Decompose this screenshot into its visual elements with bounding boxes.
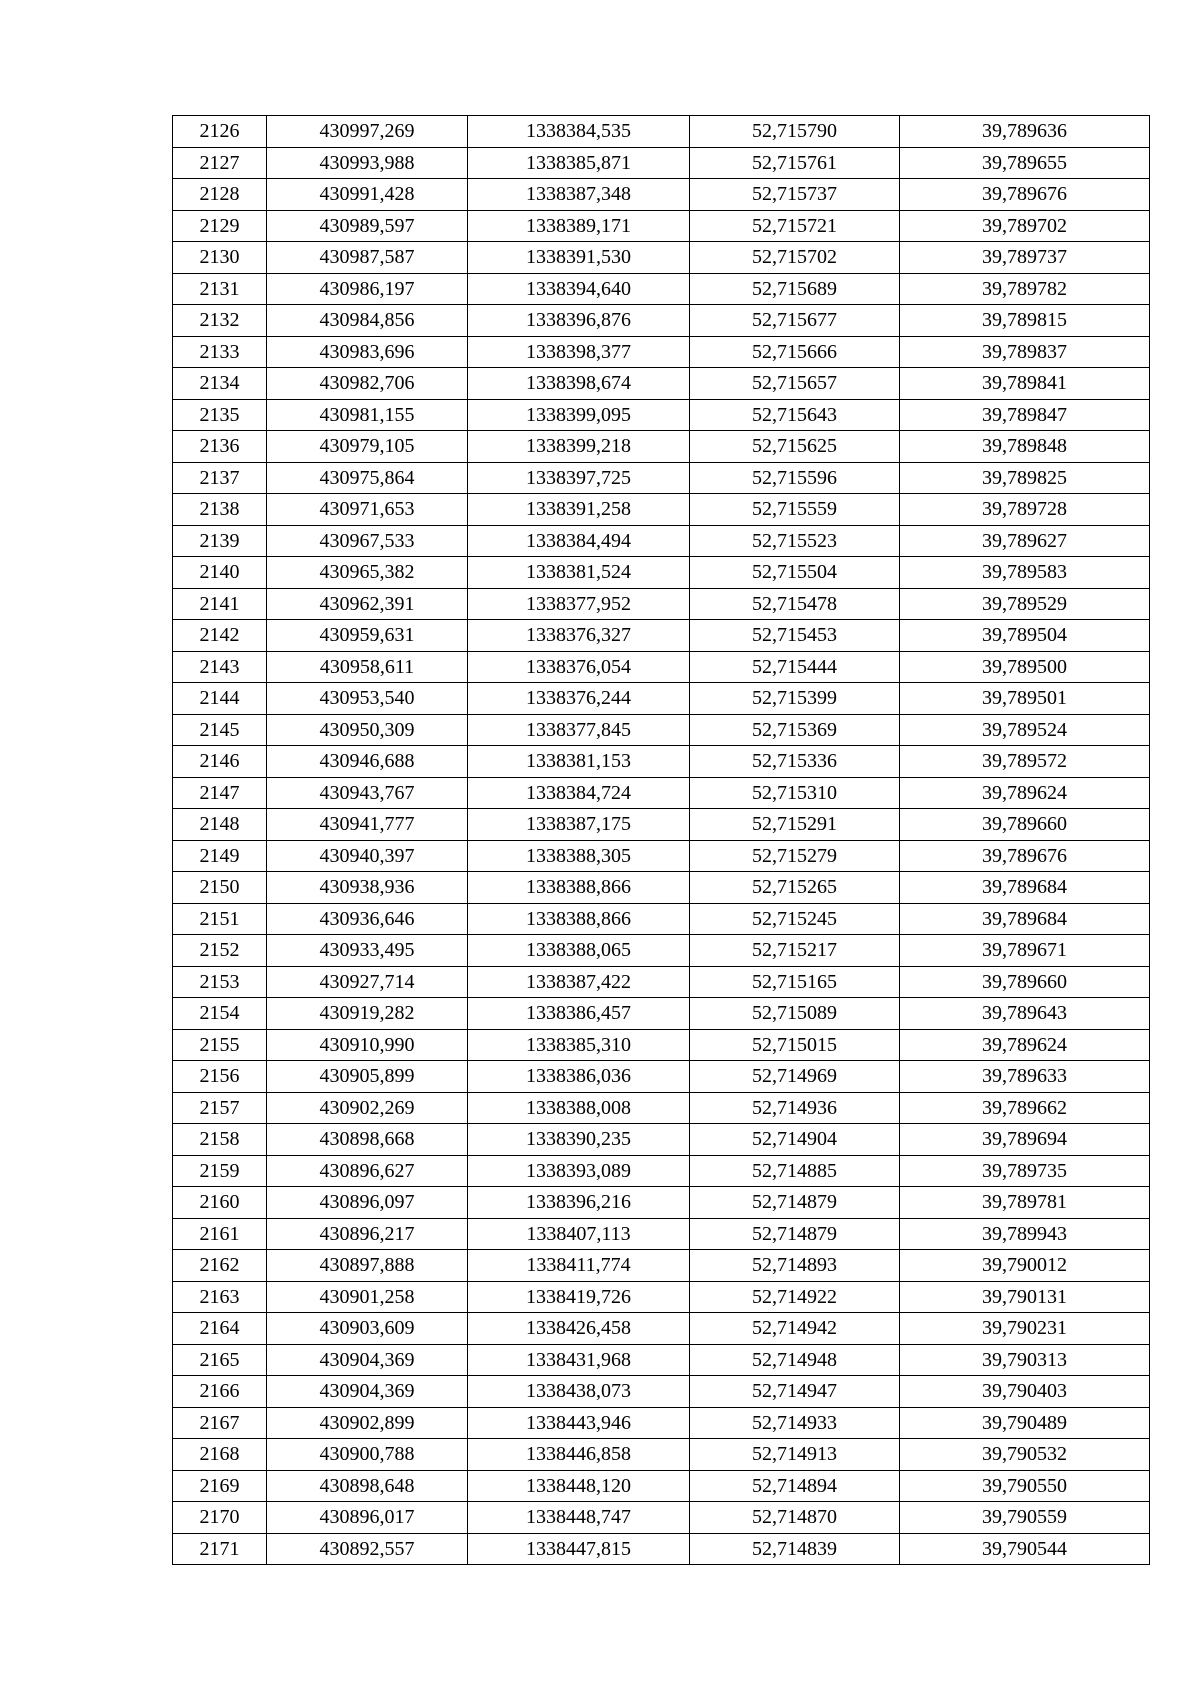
x-coordinate-cell: 430983,696 <box>267 336 468 368</box>
x-coordinate-cell: 430946,688 <box>267 746 468 778</box>
point-number-cell: 2167 <box>173 1407 267 1439</box>
y-coordinate-cell: 1338376,244 <box>468 683 690 715</box>
x-coordinate-cell: 430896,217 <box>267 1218 468 1250</box>
table-row <box>173 494 1150 526</box>
x-coordinate-cell: 430967,533 <box>267 525 468 557</box>
table-row <box>173 116 1150 148</box>
x-coordinate-cell: 430904,369 <box>267 1376 468 1408</box>
point-number-cell: 2162 <box>173 1250 267 1282</box>
latitude-cell: 52,715265 <box>690 872 900 904</box>
table-row <box>173 1155 1150 1187</box>
longitude-cell: 39,789702 <box>900 210 1150 242</box>
y-coordinate-cell: 1338399,095 <box>468 399 690 431</box>
table-row <box>173 305 1150 337</box>
x-coordinate-cell: 430892,557 <box>267 1533 468 1565</box>
longitude-cell: 39,790313 <box>900 1344 1150 1376</box>
y-coordinate-cell: 1338376,327 <box>468 620 690 652</box>
table-row <box>173 777 1150 809</box>
point-number-cell: 2142 <box>173 620 267 652</box>
y-coordinate-cell: 1338398,674 <box>468 368 690 400</box>
longitude-cell: 39,789624 <box>900 1029 1150 1061</box>
longitude-cell: 39,789728 <box>900 494 1150 526</box>
longitude-cell: 39,789735 <box>900 1155 1150 1187</box>
table-row <box>173 273 1150 305</box>
table-row <box>173 368 1150 400</box>
y-coordinate-cell: 1338384,494 <box>468 525 690 557</box>
y-coordinate-cell: 1338389,171 <box>468 210 690 242</box>
table-row <box>173 746 1150 778</box>
y-coordinate-cell: 1338388,065 <box>468 935 690 967</box>
longitude-cell: 39,789501 <box>900 683 1150 715</box>
longitude-cell: 39,789660 <box>900 966 1150 998</box>
x-coordinate-cell: 430982,706 <box>267 368 468 400</box>
latitude-cell: 52,715504 <box>690 557 900 589</box>
y-coordinate-cell: 1338385,871 <box>468 147 690 179</box>
y-coordinate-cell: 1338393,089 <box>468 1155 690 1187</box>
y-coordinate-cell: 1338396,876 <box>468 305 690 337</box>
longitude-cell: 39,790489 <box>900 1407 1150 1439</box>
table-row <box>173 620 1150 652</box>
latitude-cell: 52,714913 <box>690 1439 900 1471</box>
longitude-cell: 39,789815 <box>900 305 1150 337</box>
x-coordinate-cell: 430986,197 <box>267 273 468 305</box>
y-coordinate-cell: 1338376,054 <box>468 651 690 683</box>
longitude-cell: 39,790012 <box>900 1250 1150 1282</box>
table-row <box>173 147 1150 179</box>
latitude-cell: 52,714894 <box>690 1470 900 1502</box>
table-row <box>173 1439 1150 1471</box>
x-coordinate-cell: 430959,631 <box>267 620 468 652</box>
x-coordinate-cell: 430991,428 <box>267 179 468 211</box>
latitude-cell: 52,715559 <box>690 494 900 526</box>
latitude-cell: 52,715015 <box>690 1029 900 1061</box>
longitude-cell: 39,789684 <box>900 903 1150 935</box>
point-number-cell: 2148 <box>173 809 267 841</box>
point-number-cell: 2132 <box>173 305 267 337</box>
table-row <box>173 1502 1150 1534</box>
x-coordinate-cell: 430902,899 <box>267 1407 468 1439</box>
table-row <box>173 651 1150 683</box>
latitude-cell: 52,714947 <box>690 1376 900 1408</box>
y-coordinate-cell: 1338398,377 <box>468 336 690 368</box>
table-row <box>173 462 1150 494</box>
point-number-cell: 2128 <box>173 179 267 211</box>
point-number-cell: 2133 <box>173 336 267 368</box>
y-coordinate-cell: 1338388,008 <box>468 1092 690 1124</box>
point-number-cell: 2129 <box>173 210 267 242</box>
x-coordinate-cell: 430965,382 <box>267 557 468 589</box>
y-coordinate-cell: 1338396,216 <box>468 1187 690 1219</box>
longitude-cell: 39,789676 <box>900 840 1150 872</box>
table-row <box>173 903 1150 935</box>
x-coordinate-cell: 430898,668 <box>267 1124 468 1156</box>
latitude-cell: 52,715291 <box>690 809 900 841</box>
table-row <box>173 1407 1150 1439</box>
point-number-cell: 2156 <box>173 1061 267 1093</box>
longitude-cell: 39,789841 <box>900 368 1150 400</box>
point-number-cell: 2135 <box>173 399 267 431</box>
longitude-cell: 39,789825 <box>900 462 1150 494</box>
point-number-cell: 2152 <box>173 935 267 967</box>
longitude-cell: 39,789624 <box>900 777 1150 809</box>
latitude-cell: 52,715089 <box>690 998 900 1030</box>
x-coordinate-cell: 430943,767 <box>267 777 468 809</box>
y-coordinate-cell: 1338390,235 <box>468 1124 690 1156</box>
longitude-cell: 39,789655 <box>900 147 1150 179</box>
point-number-cell: 2161 <box>173 1218 267 1250</box>
table-row <box>173 431 1150 463</box>
point-number-cell: 2144 <box>173 683 267 715</box>
y-coordinate-cell: 1338448,120 <box>468 1470 690 1502</box>
y-coordinate-cell: 1338443,946 <box>468 1407 690 1439</box>
point-number-cell: 2166 <box>173 1376 267 1408</box>
longitude-cell: 39,790403 <box>900 1376 1150 1408</box>
x-coordinate-cell: 430975,864 <box>267 462 468 494</box>
x-coordinate-cell: 430896,017 <box>267 1502 468 1534</box>
longitude-cell: 39,789529 <box>900 588 1150 620</box>
latitude-cell: 52,714922 <box>690 1281 900 1313</box>
point-number-cell: 2171 <box>173 1533 267 1565</box>
latitude-cell: 52,715310 <box>690 777 900 809</box>
longitude-cell: 39,789643 <box>900 998 1150 1030</box>
y-coordinate-cell: 1338448,747 <box>468 1502 690 1534</box>
x-coordinate-cell: 430901,258 <box>267 1281 468 1313</box>
latitude-cell: 52,714948 <box>690 1344 900 1376</box>
longitude-cell: 39,789504 <box>900 620 1150 652</box>
x-coordinate-cell: 430927,714 <box>267 966 468 998</box>
y-coordinate-cell: 1338384,724 <box>468 777 690 809</box>
longitude-cell: 39,789627 <box>900 525 1150 557</box>
point-number-cell: 2158 <box>173 1124 267 1156</box>
latitude-cell: 52,715245 <box>690 903 900 935</box>
table-row <box>173 1124 1150 1156</box>
x-coordinate-cell: 430897,888 <box>267 1250 468 1282</box>
longitude-cell: 39,789848 <box>900 431 1150 463</box>
y-coordinate-cell: 1338419,726 <box>468 1281 690 1313</box>
point-number-cell: 2143 <box>173 651 267 683</box>
latitude-cell: 52,715279 <box>690 840 900 872</box>
x-coordinate-cell: 430933,495 <box>267 935 468 967</box>
point-number-cell: 2146 <box>173 746 267 778</box>
y-coordinate-cell: 1338387,175 <box>468 809 690 841</box>
latitude-cell: 52,715761 <box>690 147 900 179</box>
point-number-cell: 2131 <box>173 273 267 305</box>
latitude-cell: 52,715737 <box>690 179 900 211</box>
point-number-cell: 2151 <box>173 903 267 935</box>
point-number-cell: 2168 <box>173 1439 267 1471</box>
table-row <box>173 1092 1150 1124</box>
y-coordinate-cell: 1338387,348 <box>468 179 690 211</box>
point-number-cell: 2169 <box>173 1470 267 1502</box>
y-coordinate-cell: 1338388,866 <box>468 872 690 904</box>
longitude-cell: 39,789583 <box>900 557 1150 589</box>
table-row <box>173 1470 1150 1502</box>
x-coordinate-cell: 430936,646 <box>267 903 468 935</box>
table-row <box>173 1344 1150 1376</box>
latitude-cell: 52,715596 <box>690 462 900 494</box>
table-row <box>173 1218 1150 1250</box>
point-number-cell: 2139 <box>173 525 267 557</box>
longitude-cell: 39,789782 <box>900 273 1150 305</box>
point-number-cell: 2136 <box>173 431 267 463</box>
latitude-cell: 52,715165 <box>690 966 900 998</box>
longitude-cell: 39,790550 <box>900 1470 1150 1502</box>
x-coordinate-cell: 430910,990 <box>267 1029 468 1061</box>
x-coordinate-cell: 430905,899 <box>267 1061 468 1093</box>
table-row <box>173 179 1150 211</box>
point-number-cell: 2149 <box>173 840 267 872</box>
point-number-cell: 2126 <box>173 116 267 148</box>
longitude-cell: 39,789636 <box>900 116 1150 148</box>
longitude-cell: 39,789500 <box>900 651 1150 683</box>
y-coordinate-cell: 1338407,113 <box>468 1218 690 1250</box>
y-coordinate-cell: 1338388,305 <box>468 840 690 872</box>
latitude-cell: 52,714885 <box>690 1155 900 1187</box>
point-number-cell: 2154 <box>173 998 267 1030</box>
x-coordinate-cell: 430904,369 <box>267 1344 468 1376</box>
point-number-cell: 2134 <box>173 368 267 400</box>
table-row <box>173 966 1150 998</box>
point-number-cell: 2137 <box>173 462 267 494</box>
point-number-cell: 2140 <box>173 557 267 589</box>
table-row <box>173 1533 1150 1565</box>
x-coordinate-cell: 430989,597 <box>267 210 468 242</box>
point-number-cell: 2147 <box>173 777 267 809</box>
latitude-cell: 52,715336 <box>690 746 900 778</box>
y-coordinate-cell: 1338385,310 <box>468 1029 690 1061</box>
point-number-cell: 2155 <box>173 1029 267 1061</box>
point-number-cell: 2145 <box>173 714 267 746</box>
longitude-cell: 39,789660 <box>900 809 1150 841</box>
longitude-cell: 39,789837 <box>900 336 1150 368</box>
point-number-cell: 2157 <box>173 1092 267 1124</box>
latitude-cell: 52,715790 <box>690 116 900 148</box>
latitude-cell: 52,714839 <box>690 1533 900 1565</box>
longitude-cell: 39,790559 <box>900 1502 1150 1534</box>
longitude-cell: 39,789737 <box>900 242 1150 274</box>
latitude-cell: 52,715399 <box>690 683 900 715</box>
x-coordinate-cell: 430941,777 <box>267 809 468 841</box>
latitude-cell: 52,715523 <box>690 525 900 557</box>
table-row <box>173 935 1150 967</box>
table-row <box>173 872 1150 904</box>
y-coordinate-cell: 1338381,153 <box>468 746 690 778</box>
x-coordinate-cell: 430896,627 <box>267 1155 468 1187</box>
y-coordinate-cell: 1338377,845 <box>468 714 690 746</box>
longitude-cell: 39,789781 <box>900 1187 1150 1219</box>
latitude-cell: 52,714933 <box>690 1407 900 1439</box>
longitude-cell: 39,790544 <box>900 1533 1150 1565</box>
x-coordinate-cell: 430981,155 <box>267 399 468 431</box>
y-coordinate-cell: 1338426,458 <box>468 1313 690 1345</box>
x-coordinate-cell: 430898,648 <box>267 1470 468 1502</box>
y-coordinate-cell: 1338391,530 <box>468 242 690 274</box>
x-coordinate-cell: 430971,653 <box>267 494 468 526</box>
table-row <box>173 1029 1150 1061</box>
y-coordinate-cell: 1338386,036 <box>468 1061 690 1093</box>
longitude-cell: 39,789943 <box>900 1218 1150 1250</box>
point-number-cell: 2160 <box>173 1187 267 1219</box>
x-coordinate-cell: 430950,309 <box>267 714 468 746</box>
table-row <box>173 1187 1150 1219</box>
point-number-cell: 2165 <box>173 1344 267 1376</box>
latitude-cell: 52,715657 <box>690 368 900 400</box>
x-coordinate-cell: 430903,609 <box>267 1313 468 1345</box>
latitude-cell: 52,714942 <box>690 1313 900 1345</box>
point-number-cell: 2170 <box>173 1502 267 1534</box>
longitude-cell: 39,790532 <box>900 1439 1150 1471</box>
longitude-cell: 39,789847 <box>900 399 1150 431</box>
y-coordinate-cell: 1338391,258 <box>468 494 690 526</box>
latitude-cell: 52,715689 <box>690 273 900 305</box>
point-number-cell: 2153 <box>173 966 267 998</box>
x-coordinate-cell: 430940,397 <box>267 840 468 872</box>
longitude-cell: 39,789662 <box>900 1092 1150 1124</box>
y-coordinate-cell: 1338388,866 <box>468 903 690 935</box>
x-coordinate-cell: 430902,269 <box>267 1092 468 1124</box>
latitude-cell: 52,714969 <box>690 1061 900 1093</box>
x-coordinate-cell: 430993,988 <box>267 147 468 179</box>
longitude-cell: 39,789694 <box>900 1124 1150 1156</box>
table-row <box>173 683 1150 715</box>
y-coordinate-cell: 1338381,524 <box>468 557 690 589</box>
x-coordinate-cell: 430896,097 <box>267 1187 468 1219</box>
x-coordinate-cell: 430958,611 <box>267 651 468 683</box>
latitude-cell: 52,714904 <box>690 1124 900 1156</box>
point-number-cell: 2163 <box>173 1281 267 1313</box>
x-coordinate-cell: 430962,391 <box>267 588 468 620</box>
latitude-cell: 52,715666 <box>690 336 900 368</box>
latitude-cell: 52,714893 <box>690 1250 900 1282</box>
y-coordinate-cell: 1338438,073 <box>468 1376 690 1408</box>
table-row <box>173 525 1150 557</box>
table-row <box>173 210 1150 242</box>
y-coordinate-cell: 1338377,952 <box>468 588 690 620</box>
x-coordinate-cell: 430938,936 <box>267 872 468 904</box>
y-coordinate-cell: 1338384,535 <box>468 116 690 148</box>
y-coordinate-cell: 1338387,422 <box>468 966 690 998</box>
x-coordinate-cell: 430919,282 <box>267 998 468 1030</box>
latitude-cell: 52,715721 <box>690 210 900 242</box>
y-coordinate-cell: 1338399,218 <box>468 431 690 463</box>
latitude-cell: 52,715643 <box>690 399 900 431</box>
y-coordinate-cell: 1338411,774 <box>468 1250 690 1282</box>
latitude-cell: 52,715369 <box>690 714 900 746</box>
table-row <box>173 1376 1150 1408</box>
table-row <box>173 588 1150 620</box>
table-row <box>173 840 1150 872</box>
latitude-cell: 52,715702 <box>690 242 900 274</box>
y-coordinate-cell: 1338447,815 <box>468 1533 690 1565</box>
longitude-cell: 39,789676 <box>900 179 1150 211</box>
table-row <box>173 399 1150 431</box>
coordinates-table-body <box>173 116 1150 1565</box>
longitude-cell: 39,790131 <box>900 1281 1150 1313</box>
latitude-cell: 52,714870 <box>690 1502 900 1534</box>
latitude-cell: 52,715677 <box>690 305 900 337</box>
y-coordinate-cell: 1338397,725 <box>468 462 690 494</box>
table-row <box>173 998 1150 1030</box>
longitude-cell: 39,789671 <box>900 935 1150 967</box>
x-coordinate-cell: 430984,856 <box>267 305 468 337</box>
x-coordinate-cell: 430953,540 <box>267 683 468 715</box>
table-row <box>173 242 1150 274</box>
x-coordinate-cell: 430997,269 <box>267 116 468 148</box>
point-number-cell: 2138 <box>173 494 267 526</box>
latitude-cell: 52,715217 <box>690 935 900 967</box>
y-coordinate-cell: 1338446,858 <box>468 1439 690 1471</box>
latitude-cell: 52,714936 <box>690 1092 900 1124</box>
point-number-cell: 2159 <box>173 1155 267 1187</box>
point-number-cell: 2141 <box>173 588 267 620</box>
point-number-cell: 2130 <box>173 242 267 274</box>
table-row <box>173 1250 1150 1282</box>
table-row <box>173 714 1150 746</box>
longitude-cell: 39,789572 <box>900 746 1150 778</box>
latitude-cell: 52,715444 <box>690 651 900 683</box>
table-row <box>173 336 1150 368</box>
latitude-cell: 52,715478 <box>690 588 900 620</box>
y-coordinate-cell: 1338394,640 <box>468 273 690 305</box>
coordinates-table <box>172 115 1150 1565</box>
x-coordinate-cell: 430900,788 <box>267 1439 468 1471</box>
latitude-cell: 52,715453 <box>690 620 900 652</box>
longitude-cell: 39,789524 <box>900 714 1150 746</box>
longitude-cell: 39,789684 <box>900 872 1150 904</box>
table-row <box>173 1061 1150 1093</box>
latitude-cell: 52,714879 <box>690 1218 900 1250</box>
point-number-cell: 2150 <box>173 872 267 904</box>
y-coordinate-cell: 1338386,457 <box>468 998 690 1030</box>
longitude-cell: 39,789633 <box>900 1061 1150 1093</box>
latitude-cell: 52,714879 <box>690 1187 900 1219</box>
table-row <box>173 557 1150 589</box>
latitude-cell: 52,715625 <box>690 431 900 463</box>
point-number-cell: 2127 <box>173 147 267 179</box>
table-row <box>173 1313 1150 1345</box>
y-coordinate-cell: 1338431,968 <box>468 1344 690 1376</box>
x-coordinate-cell: 430979,105 <box>267 431 468 463</box>
table-row <box>173 1281 1150 1313</box>
x-coordinate-cell: 430987,587 <box>267 242 468 274</box>
table-row <box>173 809 1150 841</box>
point-number-cell: 2164 <box>173 1313 267 1345</box>
longitude-cell: 39,790231 <box>900 1313 1150 1345</box>
